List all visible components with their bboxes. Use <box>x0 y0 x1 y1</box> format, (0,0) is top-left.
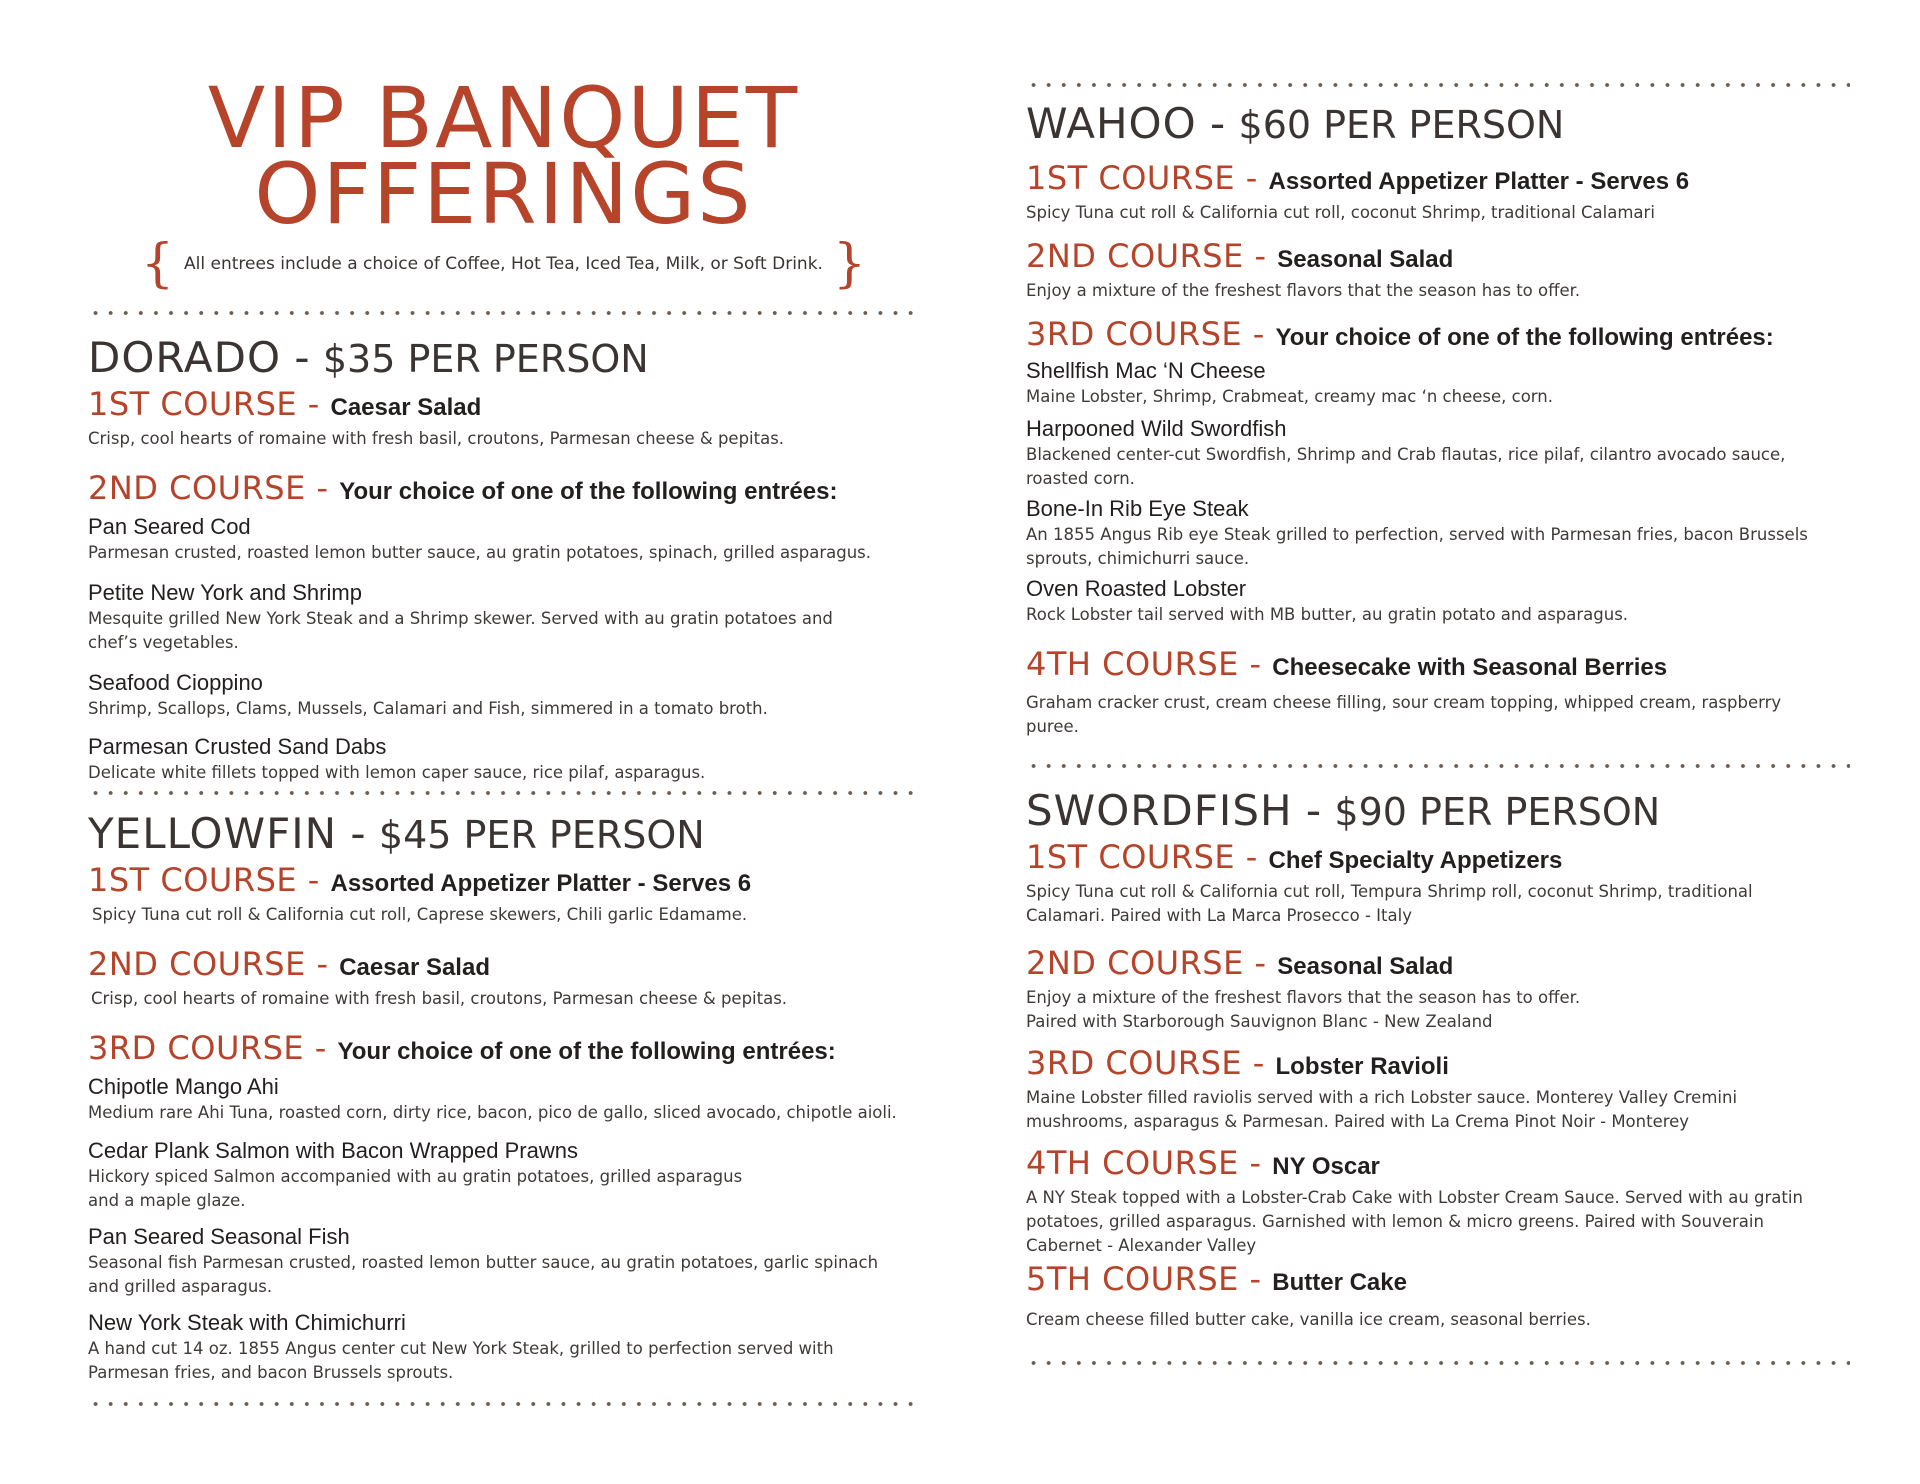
entree-description: A hand cut 14 oz. 1855 Angus center cut New York Steak, grilled to perfection served with <box>88 1339 834 1358</box>
course-number: 4TH COURSE - <box>1026 1144 1273 1182</box>
entree-name: Pan Seared Cod <box>88 514 251 539</box>
course-description: potatoes, grilled asparagus. Garnished with lemon & micro greens. Paired with Souverain <box>1026 1212 1764 1231</box>
course-dish: Caesar Salad <box>339 954 490 981</box>
entree-description: Medium rare Ahi Tuna, roasted corn, dirty rice, bacon, pico de gallo, sliced avocado, chipotle aioli. <box>88 1103 897 1122</box>
course-number: 1ST COURSE - <box>88 385 331 423</box>
page-title <box>86 69 921 243</box>
section-price: $60 PER PERSON <box>1238 103 1565 147</box>
entree-description: chef’s vegetables. <box>88 633 239 652</box>
entree-description: Parmesan crusted, roasted lemon butter sauce, au gratin potatoes, spinach, grilled asparagus. <box>88 543 872 562</box>
close-brace-icon: } <box>832 234 867 294</box>
entree-description: and grilled asparagus. <box>88 1277 273 1296</box>
course-heading <box>88 471 928 511</box>
entree-name: Oven Roasted Lobster <box>1026 576 1247 601</box>
subtitle <box>131 234 876 294</box>
course-heading <box>1026 1146 1850 1186</box>
course-description: Cream cheese filled butter cake, vanilla ice cream, seasonal berries. <box>1026 1310 1591 1329</box>
section-name: SWORDFISH <box>1026 786 1293 835</box>
course-number: 3RD COURSE - <box>88 1029 338 1067</box>
dotted-divider <box>88 790 922 796</box>
section-name: WAHOO <box>1026 99 1197 148</box>
course-dish: Chef Specialty Appetizers <box>1268 847 1563 874</box>
entree-description: Shrimp, Scallops, Clams, Mussels, Calamari and Fish, simmered in a tomato broth. <box>88 699 768 718</box>
menu-wahoo <box>1026 100 1850 739</box>
dotted-divider <box>88 310 922 316</box>
course-description: Graham cracker crust, cream cheese filling, sour cream topping, whipped cream, raspberry <box>1026 693 1782 712</box>
course-dish: Your choice of one of the following entrées: <box>1275 324 1774 351</box>
section-price: $45 PER PERSON <box>378 813 705 857</box>
course-description: Spicy Tuna cut roll & California cut roll, Caprese skewers, Chili garlic Edamame. <box>92 905 748 924</box>
course-description: puree. <box>1026 717 1079 736</box>
entree-description: sprouts, chimichurri sauce. <box>1026 549 1250 568</box>
entree-description: Maine Lobster, Shrimp, Crabmeat, creamy mac ‘n cheese, corn. <box>1026 387 1553 406</box>
entree-name: Parmesan Crusted Sand Dabs <box>88 734 387 759</box>
course-dish: Your choice of one of the following entrées: <box>339 478 838 505</box>
course-description: Calamari. Paired with La Marca Prosecco - Italy <box>1026 906 1412 925</box>
section-separator: - <box>281 333 323 382</box>
course-heading <box>1026 161 1850 201</box>
section-heading <box>1026 787 1850 836</box>
course-number: 2ND COURSE - <box>88 945 340 983</box>
course-dish: Lobster Ravioli <box>1275 1053 1449 1080</box>
course-dish: Seasonal Salad <box>1277 953 1454 980</box>
entree-name: Petite New York and Shrimp <box>88 580 362 605</box>
entree-name: Shellfish Mac ‘N Cheese <box>1026 358 1266 383</box>
section-separator: - <box>1196 99 1239 148</box>
course-number: 1ST COURSE - <box>1026 838 1269 876</box>
course-dish: Cheesecake with Seasonal Berries <box>1272 654 1668 681</box>
course-heading <box>1026 647 1850 687</box>
dotted-divider <box>88 1401 922 1407</box>
entree-description: Mesquite grilled New York Steak and a Shrimp skewer. Served with au gratin potatoes and <box>88 609 833 628</box>
entree-description: Rock Lobster tail served with MB butter, au gratin potato and asparagus. <box>1026 605 1629 624</box>
course-dish: Seasonal Salad <box>1277 246 1454 273</box>
course-dish: Your choice of one of the following entrées: <box>337 1038 836 1065</box>
subtitle-row <box>86 234 921 294</box>
menu-dorado <box>88 334 928 785</box>
course-description: Maine Lobster filled raviolis served with a rich Lobster sauce. Monterey Valley Cremini <box>1026 1088 1738 1107</box>
entree-name: Chipotle Mango Ahi <box>88 1074 279 1099</box>
entree-description: Blackened center-cut Swordfish, Shrimp and Crab flautas, rice pilaf, cilantro avocado sauce, <box>1026 445 1786 464</box>
course-heading <box>88 387 928 427</box>
section-name: YELLOWFIN <box>88 809 338 858</box>
course-heading <box>88 947 928 987</box>
open-brace-icon: { <box>140 234 175 294</box>
section-heading <box>1026 100 1850 149</box>
course-heading <box>1026 317 1850 357</box>
course-heading <box>1026 239 1850 279</box>
dotted-divider <box>1026 82 1850 88</box>
section-separator: - <box>337 809 379 858</box>
course-heading <box>88 863 928 903</box>
course-number: 2ND COURSE - <box>88 469 340 507</box>
course-number: 3RD COURSE - <box>1026 315 1276 353</box>
course-number: 2ND COURSE - <box>1026 944 1278 982</box>
left-column <box>88 69 928 1407</box>
title-line-2: OFFERINGS <box>254 145 753 243</box>
entree-description: Seasonal fish Parmesan crusted, roasted lemon butter sauce, au gratin potatoes, garlic spinach <box>88 1253 879 1272</box>
course-description: Cabernet - Alexander Valley <box>1026 1236 1257 1255</box>
course-description: Paired with Starborough Sauvignon Blanc - New Zealand <box>1026 1012 1493 1031</box>
course-number: 1ST COURSE - <box>88 861 331 899</box>
entree-description: Parmesan fries, and bacon Brussels sprouts. <box>88 1363 454 1382</box>
course-number: 3RD COURSE - <box>1026 1044 1276 1082</box>
course-description: Crisp, cool hearts of romaine with fresh basil, croutons, Parmesan cheese & pepitas. <box>91 989 788 1008</box>
subtitle-text: All entrees include a choice of Coffee, Hot Tea, Iced Tea, Milk, or Soft Drink. <box>184 254 823 274</box>
course-description: Crisp, cool hearts of romaine with fresh basil, croutons, Parmesan cheese & pepitas. <box>88 429 785 448</box>
section-price: $35 PER PERSON <box>322 337 649 381</box>
entree-description: Hickory spiced Salmon accompanied with au gratin potatoes, grilled asparagus <box>88 1167 743 1186</box>
course-description: Spicy Tuna cut roll & California cut roll, coconut Shrimp, traditional Calamari <box>1026 203 1655 222</box>
entree-description: An 1855 Angus Rib eye Steak grilled to perfection, served with Parmesan fries, bacon Brussels <box>1026 525 1808 544</box>
course-heading <box>1026 946 1850 986</box>
course-heading <box>1026 1262 1850 1302</box>
entree-name: New York Steak with Chimichurri <box>88 1310 406 1335</box>
entree-name: Bone-In Rib Eye Steak <box>1026 496 1249 521</box>
course-number: 1ST COURSE - <box>1026 159 1269 197</box>
course-heading <box>88 1031 928 1071</box>
course-dish: Caesar Salad <box>330 394 482 421</box>
menu-yellowfin <box>88 810 928 1385</box>
course-dish: Assorted Appetizer Platter - Serves 6 <box>1268 168 1690 195</box>
course-description: Enjoy a mixture of the freshest flavors that the season has to offer. <box>1026 988 1581 1007</box>
course-heading <box>1026 840 1850 880</box>
course-description: mushrooms, asparagus & Parmesan. Paired with La Crema Pinot Noir - Monterey <box>1026 1112 1690 1131</box>
entree-description: and a maple glaze. <box>88 1191 246 1210</box>
entree-name: Cedar Plank Salmon with Bacon Wrapped Prawns <box>88 1138 578 1163</box>
entree-name: Seafood Cioppino <box>88 670 263 695</box>
right-column <box>1026 82 1850 1366</box>
course-dish: Butter Cake <box>1272 1269 1407 1296</box>
course-number: 4TH COURSE - <box>1026 645 1273 683</box>
menu-swordfish <box>1026 787 1850 1332</box>
section-separator: - <box>1292 786 1335 835</box>
entree-name: Pan Seared Seasonal Fish <box>88 1224 350 1249</box>
course-heading <box>1026 1046 1850 1086</box>
course-dish: NY Oscar <box>1272 1153 1380 1180</box>
course-number: 5TH COURSE - <box>1026 1260 1273 1298</box>
dotted-divider <box>1026 1360 1850 1366</box>
title-line-1: VIP BANQUET <box>207 69 800 167</box>
section-price: $90 PER PERSON <box>1334 790 1661 834</box>
entree-description: roasted corn. <box>1026 469 1135 488</box>
entree-name: Harpooned Wild Swordfish <box>1026 416 1287 441</box>
section-name: DORADO <box>88 333 282 382</box>
course-description: Spicy Tuna cut roll & California cut roll, Tempura Shrimp roll, coconut Shrimp, traditional <box>1026 882 1753 901</box>
course-dish: Assorted Appetizer Platter - Serves 6 <box>330 870 752 897</box>
dotted-divider <box>1026 763 1850 769</box>
entree-description: Delicate white fillets topped with lemon caper sauce, rice pilaf, asparagus. <box>88 763 706 782</box>
section-heading <box>88 810 928 859</box>
course-number: 2ND COURSE - <box>1026 237 1278 275</box>
course-description: A NY Steak topped with a Lobster-Crab Cake with Lobster Cream Sauce. Served with au gratin <box>1026 1188 1803 1207</box>
section-heading <box>88 334 928 383</box>
course-description: Enjoy a mixture of the freshest flavors that the season has to offer. <box>1026 281 1581 300</box>
